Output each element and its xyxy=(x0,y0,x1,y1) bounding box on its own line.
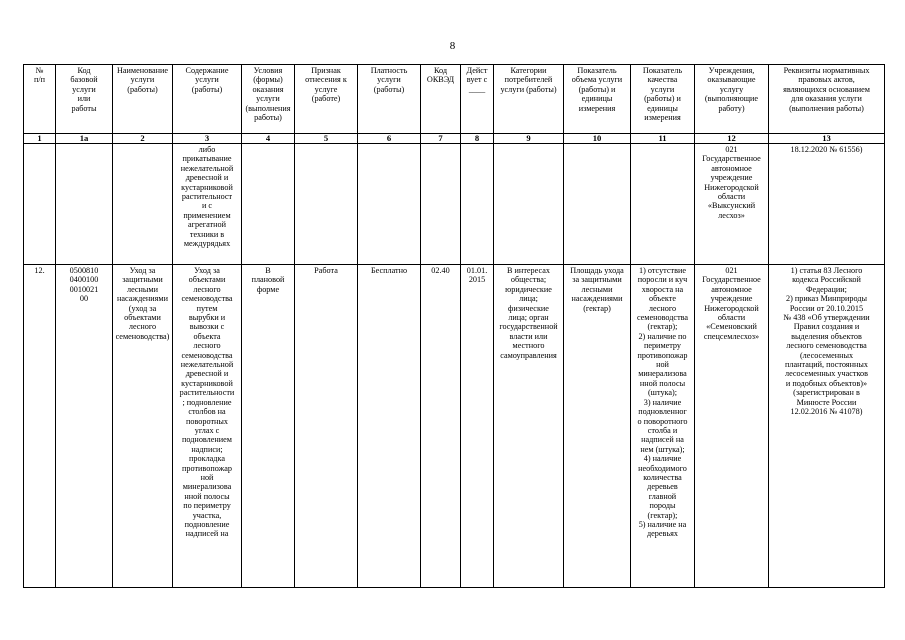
column-number: 5 xyxy=(295,134,358,144)
cell-quality-indicator: 1) отсутствие поросли и куч хвороста на объекте лесного семеноводства (гектар); 2) наличие по периметру противопожар ной минерализова нной полосы (штука); 3) наличие подновленног о поворотного столба и надписей на нем (штука); 4) наличие необходимого количества деревьев главной породы (гектар); 5) наличие на деревьях xyxy=(631,265,695,588)
cell-service-content: либо прикатывание нежелательной древесной и кустарниковой растительност и с применением агрегатной техники в междурядьях xyxy=(173,144,242,265)
header-cell-okved: Код ОКВЭД xyxy=(421,65,461,134)
cell-valid-from: 01.01. 2015 xyxy=(461,265,494,588)
cell-number: 12. xyxy=(24,265,56,588)
column-number: 12 xyxy=(695,134,769,144)
cell-consumers: В интересах общества; юридические лица; физические лица; орган государственной власти или местного самоуправления xyxy=(494,265,564,588)
column-number: 13 xyxy=(769,134,885,144)
cell-number xyxy=(24,144,56,265)
cell-service-name xyxy=(113,144,173,265)
cell-legal-acts: 1) статья 83 Лесного кодекса Российской Федерации; 2) приказ Минприроды России от 20.10.2015 № 438 «Об утверждении Правил создания и выделения объектов лесного семеноводства (лесосеменных плантаций, постоянных лесосеменных участков и подобных объектов)» (зарегистрирован в Минюсте России 12.02.2016 № 41078) xyxy=(769,265,885,588)
cell-legal-acts: 18.12.2020 № 61556) xyxy=(769,144,885,265)
cell-institutions: 021 Государственное автономное учреждение Нижегородской области «Семеновский спецсемлесхоз» xyxy=(695,265,769,588)
cell-conditions: В плановой форме xyxy=(242,265,295,588)
header-row xyxy=(24,65,885,134)
header-cell-volume-indicator: Показатель объема услуги (работы) и единицы измерения xyxy=(564,65,631,134)
header-cell-attribute: Признак отнесения к услуге (работе) xyxy=(295,65,358,134)
header-cell-quality-indicator: Показатель качества услуги (работы) и единицы измерения xyxy=(631,65,695,134)
cell-okved: 02.40 xyxy=(421,265,461,588)
cell-base-code: 0500810 0400100 0010021 00 xyxy=(56,265,113,588)
header-cell-base-code: Код базовой услуги или работы xyxy=(56,65,113,134)
cell-service-content: Уход за объектами лесного семеноводства путем вырубки и вывозки с объекта лесного семеноводства нежелательной древесной и кустарниковой растительности ; подновление столбов на поворотных углах с подновлением надписи; прокладка противопожар ной минерализова нной полосы по периметру участка, подновление надписей на xyxy=(173,265,242,588)
cell-service-name: Уход за защитными лесными насаждениями (уход за объектами лесного семеноводства) xyxy=(113,265,173,588)
page-number: 8 xyxy=(449,40,456,52)
column-number: 3 xyxy=(173,134,242,144)
header-cell-service-content: Содержание услуги (работы) xyxy=(173,65,242,134)
header-cell-conditions: Условия (формы) оказания услуги (выполнения работы) xyxy=(242,65,295,134)
cell-volume-indicator xyxy=(564,144,631,265)
column-number: 10 xyxy=(564,134,631,144)
cell-okved xyxy=(421,144,461,265)
cell-payment xyxy=(358,144,421,265)
header-cell-number: № п/п xyxy=(24,65,56,134)
cell-institutions: 021 Государственное автономное учреждение Нижегородской области «Выксунский лесхоз» xyxy=(695,144,769,265)
header-cell-legal-acts: Реквизиты нормативных правовых актов, являющихся основанием для оказания услуги (выполнения работы) xyxy=(769,65,885,134)
table-row xyxy=(24,144,885,265)
column-number-row xyxy=(24,134,885,144)
cell-consumers xyxy=(494,144,564,265)
header-cell-institutions: Учреждения, оказывающие услугу (выполняющие работу) xyxy=(695,65,769,134)
header-cell-service-name: Наименование услуги (работы) xyxy=(113,65,173,134)
column-number: 6 xyxy=(358,134,421,144)
column-number: 7 xyxy=(421,134,461,144)
services-table xyxy=(23,64,885,588)
column-number: 1 xyxy=(24,134,56,144)
header-cell-payment: Платность услуги (работы) xyxy=(358,65,421,134)
cell-valid-from xyxy=(461,144,494,265)
table-row xyxy=(24,265,885,588)
cell-base-code xyxy=(56,144,113,265)
header-cell-consumers: Категории потребителей услуги (работы) xyxy=(494,65,564,134)
cell-payment: Бесплатно xyxy=(358,265,421,588)
header-cell-valid-from: Дейст вует с ____ xyxy=(461,65,494,134)
cell-attribute xyxy=(295,144,358,265)
column-number: 11 xyxy=(631,134,695,144)
cell-quality-indicator xyxy=(631,144,695,265)
cell-volume-indicator: Площадь ухода за защитными лесными насаждениями (гектар) xyxy=(564,265,631,588)
cell-conditions xyxy=(242,144,295,265)
column-number: 1а xyxy=(56,134,113,144)
column-number: 4 xyxy=(242,134,295,144)
column-number: 8 xyxy=(461,134,494,144)
column-number: 9 xyxy=(494,134,564,144)
column-number: 2 xyxy=(113,134,173,144)
cell-attribute: Работа xyxy=(295,265,358,588)
